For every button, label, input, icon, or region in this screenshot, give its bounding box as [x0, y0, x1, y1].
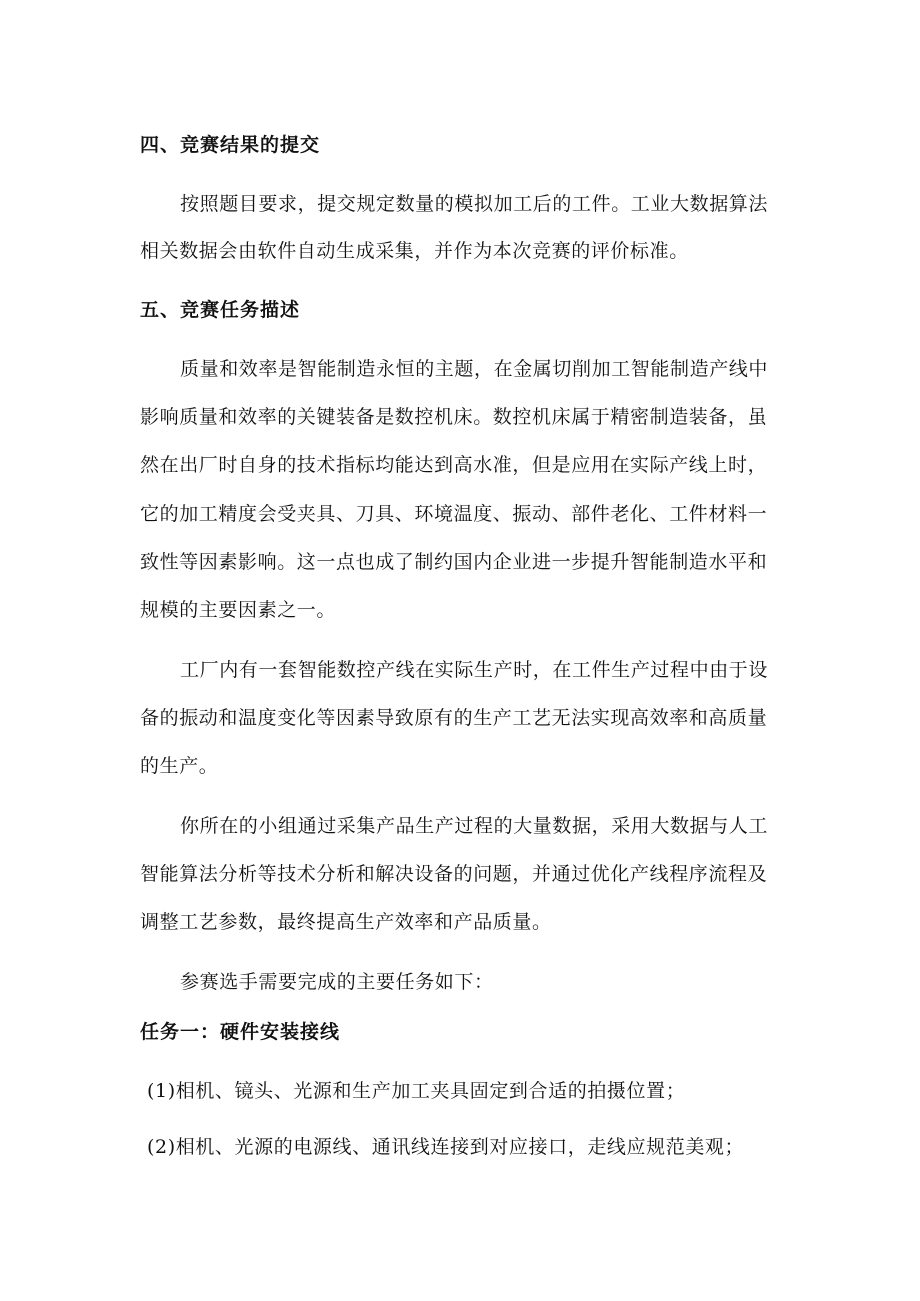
paragraph-line: 相关数据会由软件自动生成采集，并作为本次竞赛的评价标准。	[140, 240, 689, 262]
paragraph-line: 你所在的小组通过采集产品生产过程的大量数据，采用大数据与人工	[180, 815, 769, 837]
paragraph-line: 然在出厂时自身的技术指标均能达到高水准，但是应用在实际产线上时，	[140, 454, 768, 476]
paragraph-line: 调整工艺参数，最终提高生产效率和产品质量。	[140, 911, 552, 933]
list-item: (1)相机、镜头、光源和生产加工夹具固定到合适的拍摄位置；	[147, 1080, 686, 1102]
list-item: (2)相机、光源的电源线、通讯线连接到对应接口，走线应规范美观；	[147, 1136, 745, 1158]
paragraph-line: 备的振动和温度变化等因素导致原有的生产工艺无法实现高效率和高质量	[140, 707, 768, 729]
paragraph-line: 它的加工精度会受夹具、刀具、环境温度、振动、部件老化、工件材料一	[140, 503, 768, 525]
paragraph-line: 影响质量和效率的关键装备是数控机床。数控机床属于精密制造装备，虽	[140, 406, 768, 428]
paragraph-line: 致性等因素影响。这一点也成了制约国内企业进一步提升智能制造水平和	[140, 551, 768, 573]
section-heading: 五、竞赛任务描述	[140, 299, 301, 321]
section-heading: 四、竞赛结果的提交	[140, 134, 321, 156]
paragraph-line: 智能算法分析等技术分析和解决设备的问题，并通过优化产线程序流程及	[140, 863, 768, 885]
paragraph-line: 工厂内有一套智能数控产线在实际生产时，在工件生产过程中由于设	[180, 659, 769, 681]
paragraph-line: 按照题目要求，提交规定数量的模拟加工后的工件。工业大数据算法	[180, 193, 769, 215]
paragraph-line: 规模的主要因素之一。	[140, 599, 337, 621]
paragraph-line: 参赛选手需要完成的主要任务如下：	[180, 971, 494, 993]
paragraph-line: 质量和效率是智能制造永恒的主题，在金属切削加工智能制造产线中	[180, 358, 769, 380]
paragraph-line: 的生产。	[140, 755, 219, 777]
task-heading: 任务一：硬件安装接线	[140, 1021, 341, 1043]
